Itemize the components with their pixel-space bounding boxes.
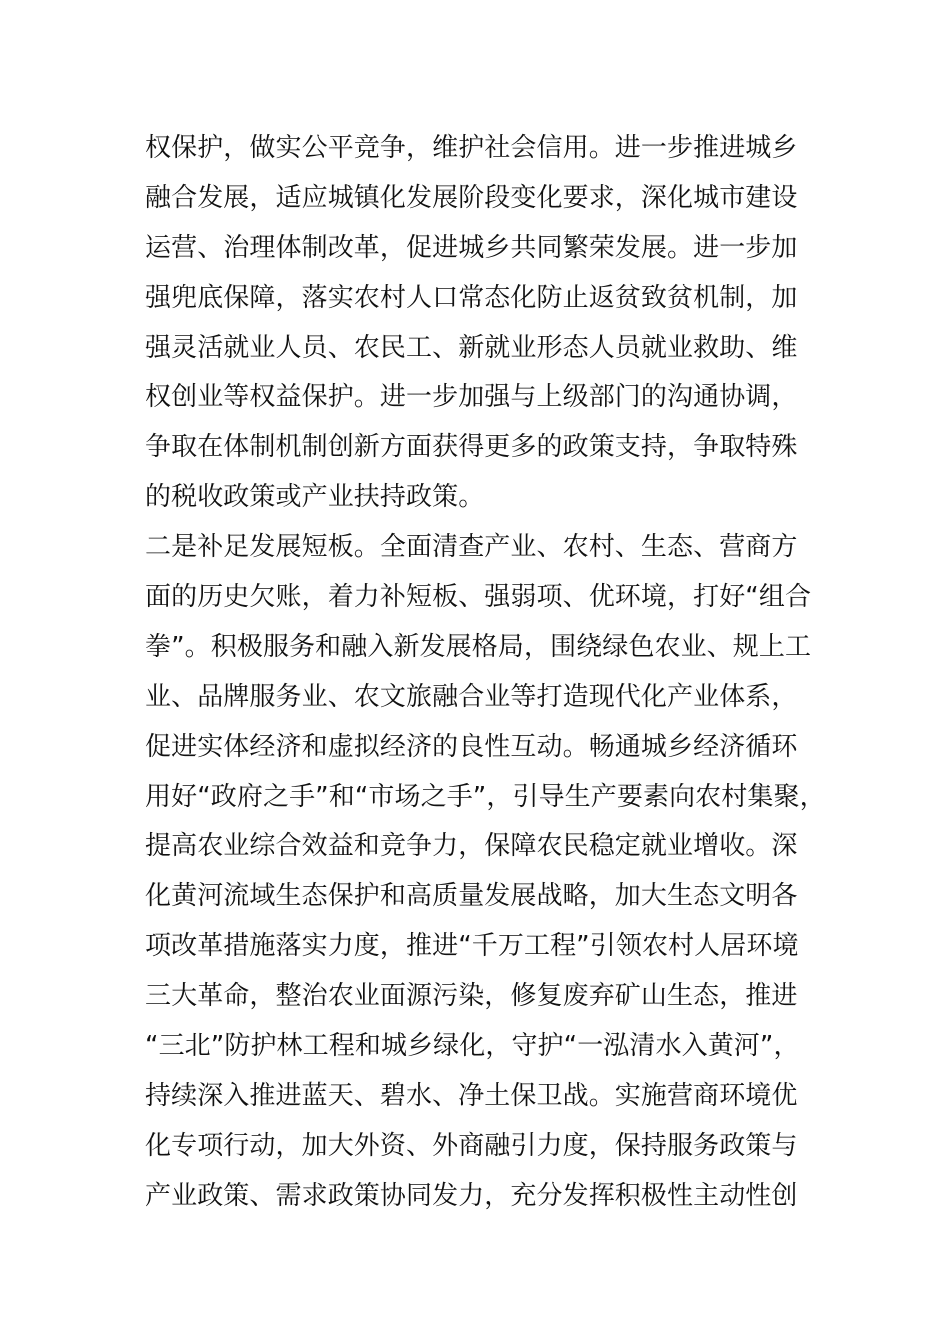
text-line-20: 持续深入推进蓝天、碧水、净土保卫战。实施营商环境优 (145, 1080, 798, 1111)
text-line-22: 产业政策、需求政策协同发力，充分发挥积极性主动性创 (145, 1180, 798, 1211)
text-line-8: 的税收政策或产业扶持政策。 (145, 482, 485, 513)
text-line-12: 业、品牌服务业、农文旅融合业等打造现代化产业体系， (145, 681, 798, 712)
text-line-14: 用好“政府之手”和“市场之手”，引导生产要素向农村集聚， (145, 781, 826, 812)
text-line-19: “三北”防护林工程和城乡绿化，守护“一泓清水入黄河”， (145, 1031, 800, 1062)
body-text (145, 124, 845, 1222)
text-line-15: 提高农业综合效益和竞争力，保障农民稳定就业增收。深 (145, 831, 798, 862)
text-line-4: 强兜底保障，落实农村人口常态化防止返贫致贫机制，加 (145, 282, 798, 313)
text-line-18: 三大革命，整治农业面源污染，修复废弃矿山生态，推进 (145, 981, 798, 1012)
text-line-13: 促进实体经济和虚拟经济的良性互动。畅通城乡经济循环 (145, 731, 798, 762)
text-line-7: 争取在体制机制创新方面获得更多的政策支持，争取特殊 (145, 432, 798, 463)
text-line-11: 拳”。积极服务和融入新发展格局，围绕绿色农业、规上工 (145, 631, 812, 662)
text-line-6: 权创业等权益保护。进一步加强与上级部门的沟通协调， (145, 382, 798, 413)
text-line-16: 化黄河流域生态保护和高质量发展战略，加大生态文明各 (145, 881, 798, 912)
text-line-9: 二是补足发展短板。全面清查产业、农村、生态、营商方 (145, 532, 798, 563)
text-line-1: 权保护，做实公平竞争，维护社会信用。进一步推进城乡 (145, 133, 798, 163)
text-line-2: 融合发展，适应城镇化发展阶段变化要求，深化城市建设 (145, 182, 798, 213)
text-line-3: 运营、治理体制改革，促进城乡共同繁荣发展。进一步加 (145, 232, 798, 263)
text-line-21: 化专项行动，加大外资、外商融引力度，保持服务政策与 (145, 1130, 798, 1161)
text-line-5: 强灵活就业人员、农民工、新就业形态人员就业救助、维 (145, 332, 798, 363)
text-line-10: 面的历史欠账，着力补短板、强弱项、优环境，打好“组合 (145, 582, 812, 613)
text-line-17: 项改革措施落实力度，推进“千万工程”引领农村人居环境 (145, 931, 799, 962)
